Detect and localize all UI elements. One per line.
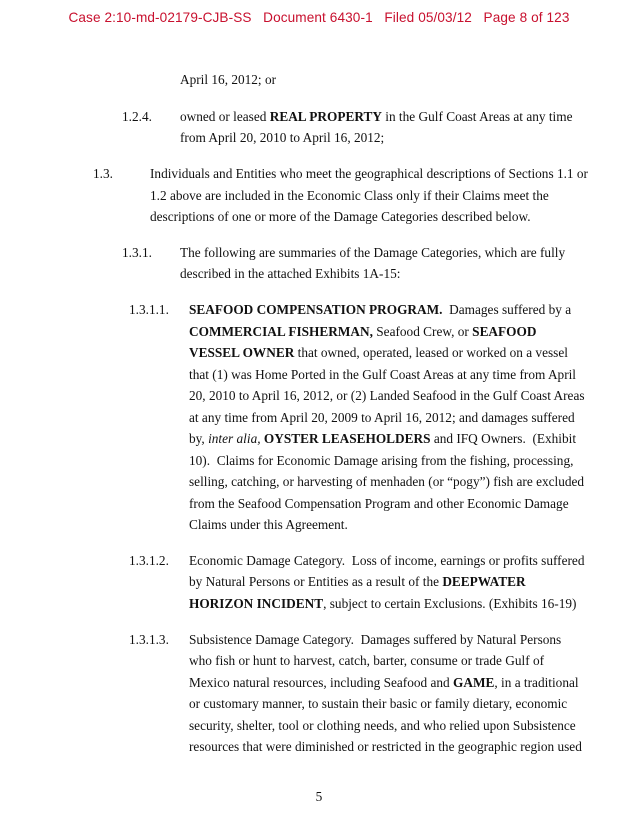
section-1-3-1-1-line-11: Claims under this Agreement. xyxy=(189,517,348,532)
section-1-3-1-3-line-1: Subsistence Damage Category. Damages suffered by Natural Persons xyxy=(189,632,562,647)
section-number-1-3-1-2: 1.3.1.2. xyxy=(129,553,169,568)
section-number-1-3-1-1: 1.3.1.1. xyxy=(129,302,169,317)
continuation-line: April 16, 2012; or xyxy=(180,72,277,87)
section-1-2-4-line-2: from April 20, 2010 to April 16, 2012; xyxy=(180,130,385,145)
section-1-3-1-2-line-2: by Natural Persons or Entities as a result of the DEEPWATER xyxy=(189,574,526,589)
section-1-3-1-1-line-9: selling, catching, or harvesting of menhaden (or “pogy”) fish are excluded xyxy=(189,474,585,489)
section-1-3-line-3: descriptions of one or more of the Damage Categories described below. xyxy=(150,209,531,224)
section-1-3-1-1-line-5: 20, 2010 to April 16, 2012, or (2) Landed Seafood in the Gulf Coast Areas xyxy=(189,388,585,403)
section-1-3-1-2-line-1: Economic Damage Category. Loss of income, earnings or profits suffered xyxy=(189,553,585,568)
section-number-1-3-1-3: 1.3.1.3. xyxy=(129,632,169,647)
case-header: Case 2:10-md-02179-CJB-SS Document 6430-1 Filed 05/03/12 Page 8 of 123 xyxy=(68,10,570,25)
section-1-3-1-3-line-5: security, shelter, tool or clothing needs, and who relied upon Subsistence xyxy=(189,718,576,733)
section-1-3-1-1-line-4: that (1) was Home Ported in the Gulf Coast Areas at any time from April xyxy=(189,367,577,382)
section-1-3-1-3-line-4: or customary manner, to sustain their basic or family dietary, economic xyxy=(189,696,568,711)
section-1-3-1-1-line-3: VESSEL OWNER that owned, operated, leased or worked on a vessel xyxy=(189,345,568,360)
section-1-3-1-line-2: described in the attached Exhibits 1A-15: xyxy=(180,266,401,281)
section-1-3-1-1-line-7: by, inter alia, OYSTER LEASEHOLDERS and IFQ Owners. (Exhibit xyxy=(189,431,577,446)
section-1-3-line-1: Individuals and Entities who meet the geographical descriptions of Sections 1.1 or xyxy=(150,166,588,181)
section-1-3-1-2-line-3: HORIZON INCIDENT, subject to certain Exclusions. (Exhibits 16-19) xyxy=(189,596,577,611)
section-1-3-1-1-line-2: COMMERCIAL FISHERMAN, Seafood Crew, or SEAFOOD xyxy=(189,324,537,339)
section-1-3-1-line-1: The following are summaries of the Damage Categories, which are fully xyxy=(180,245,566,260)
section-number-1-3: 1.3. xyxy=(93,166,113,181)
section-1-3-1-1-line-6: at any time from April 20, 2009 to April 16, 2012; and damages suffered xyxy=(189,410,575,425)
section-1-3-1-3-line-2: who fish or hunt to harvest, catch, barter, consume or trade Gulf of xyxy=(189,653,545,668)
section-1-2-4-line-1: owned or leased REAL PROPERTY in the Gulf Coast Areas at any time xyxy=(180,109,573,124)
section-number-1-3-1: 1.3.1. xyxy=(122,245,152,260)
section-1-3-line-2: 1.2 above are included in the Economic Class only if their Claims meet the xyxy=(150,188,549,203)
section-1-3-1-1-line-10: from the Seafood Compensation Program and other Economic Damage xyxy=(189,496,569,511)
section-1-3-1-1-line-8: 10). Claims for Economic Damage arising from the fishing, processing, xyxy=(189,453,574,468)
page-number: 5 xyxy=(315,789,323,804)
section-1-3-1-3-line-3: Mexico natural resources, including Seafood and GAME, in a traditional xyxy=(189,675,579,690)
section-1-3-1-3-line-6: resources that were diminished or restricted in the geographic region used xyxy=(189,739,582,754)
section-number-1-2-4: 1.2.4. xyxy=(122,109,152,124)
section-1-3-1-1-line-1: SEAFOOD COMPENSATION PROGRAM. Damages suffered by a xyxy=(189,302,572,317)
